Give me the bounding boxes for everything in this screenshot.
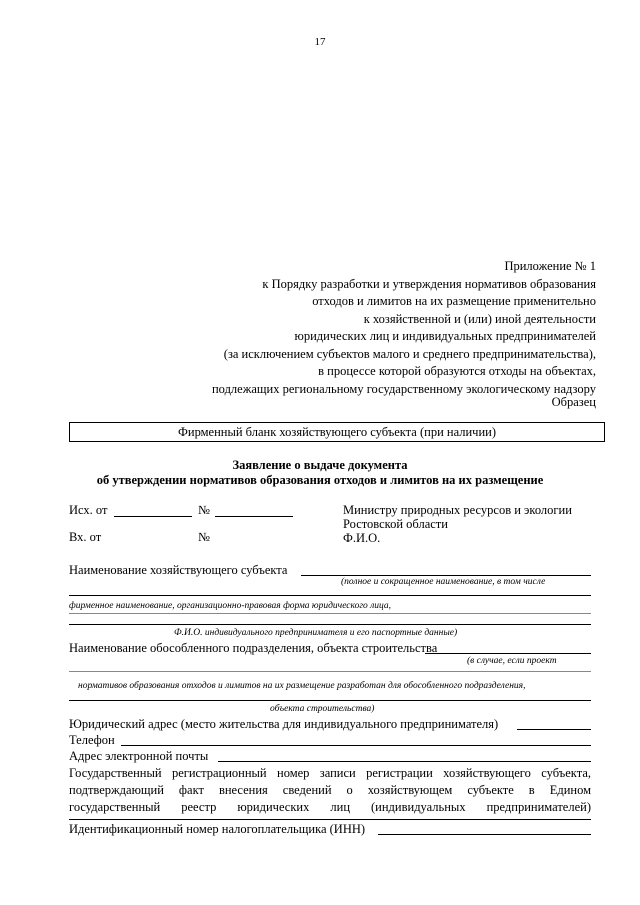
- appendix-line: (за исключением субъектов малого и среднего предпринимательства),: [223, 346, 596, 361]
- email-label: Адрес электронной почты: [69, 749, 209, 763]
- incoming-number-label: №: [198, 530, 210, 544]
- registration-line: государственный реестр юридических лиц (индивидуальных предпринимателей): [69, 800, 591, 814]
- entity-name-field-line2[interactable]: [69, 595, 591, 596]
- appendix-line: в процессе которой образуются отходы на объектах,: [318, 364, 596, 378]
- entity-name-hint: фирменное наименование, организационно-правовая форма юридического лица,: [69, 601, 392, 611]
- inn-label: Идентификационный номер налогоплательщика (ИНН): [69, 822, 366, 836]
- recipient-line1: Министру природных ресурсов и экологии: [343, 503, 572, 517]
- entity-name-label: Наименование хозяйствующего субъекта: [69, 563, 288, 577]
- entity-name-hint: (полное и сокращенное наименование, в том числе: [341, 577, 546, 587]
- branch-field-line2[interactable]: [69, 700, 591, 701]
- outgoing-number-field[interactable]: [215, 516, 293, 517]
- appendix-line: юридических лиц и индивидуальных предпринимателей: [294, 329, 596, 343]
- entity-name-field[interactable]: [301, 575, 591, 576]
- branch-hint: нормативов образования отходов и лимитов на их размещение разработан для обособленного подразделения,: [78, 681, 526, 691]
- hint-rule: [69, 613, 591, 614]
- inn-field[interactable]: [378, 834, 591, 835]
- email-field[interactable]: [218, 761, 591, 762]
- registration-number-field[interactable]: [69, 819, 591, 820]
- registration-line: подтверждающий факт внесения сведений о хозяйствующем субъекте в Едином: [69, 783, 591, 797]
- appendix-line: к хозяйственной и (или) иной деятельности: [363, 311, 596, 326]
- sample-label: Образец: [551, 395, 596, 409]
- page-number: 17: [314, 36, 326, 48]
- recipient-line2: Ростовской области: [343, 517, 448, 531]
- appendix-line: отходов и лимитов на их размещение применительно: [312, 294, 596, 308]
- branch-field[interactable]: [425, 653, 591, 654]
- hint-rule: [69, 671, 591, 672]
- outgoing-label: Исх. от: [69, 503, 108, 517]
- incoming-label: Вх. от: [69, 530, 102, 544]
- outgoing-number-label: №: [198, 503, 210, 517]
- phone-field[interactable]: [121, 745, 591, 746]
- appendix-line: к Порядку разработки и утверждения нормативов образования: [262, 276, 596, 291]
- appendix-line: Приложение № 1: [504, 259, 596, 273]
- phone-label: Телефон: [69, 733, 115, 747]
- outgoing-date-field[interactable]: [114, 516, 192, 517]
- document-title-line2: об утверждении нормативов образования отходов и лимитов на их размещение: [96, 473, 544, 487]
- entity-name-field-line3[interactable]: [69, 624, 591, 625]
- recipient-fio: Ф.И.О.: [343, 531, 381, 545]
- appendix-header: [156, 258, 596, 398]
- branch-label: Наименование обособленного подразделения, объекта строительства: [69, 641, 438, 655]
- branch-hint: (в случае, если проект: [467, 656, 557, 666]
- registration-line: Государственный регистрационный номер записи регистрации хозяйствующего субъекта,: [69, 766, 591, 780]
- appendix-line: подлежащих региональному государственному экологическому надзору: [211, 381, 596, 396]
- entity-name-hint: Ф.И.О. индивидуального предпринимателя и его паспортные данные): [174, 628, 458, 638]
- legal-address-label: Юридический адрес (место жительства для индивидуального предпринимателя): [69, 717, 499, 731]
- document-title-line1: Заявление о выдаче документа: [232, 458, 408, 472]
- legal-address-field[interactable]: [517, 729, 591, 730]
- branch-hint: объекта строительства): [270, 704, 375, 714]
- letterhead-box: Фирменный бланк хозяйствующего субъекта (при наличии): [69, 422, 605, 442]
